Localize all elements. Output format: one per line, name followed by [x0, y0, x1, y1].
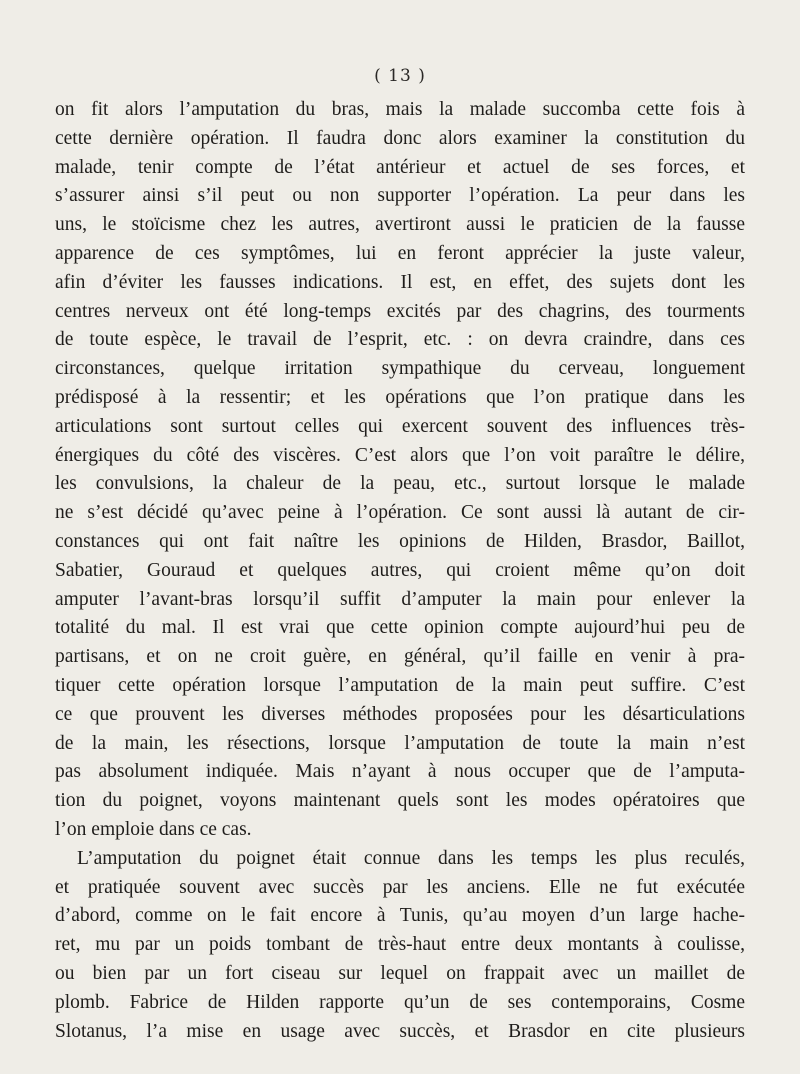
text-line: s’assurer ainsi s’il peut ou non supporter l’opération. La peur dans les	[55, 185, 745, 207]
text-line: cette dernière opération. Il faudra donc alors examiner la constitution du	[55, 127, 745, 149]
text-line: constances qui ont fait naître les opinions de Hilden, Brasdor, Baillot,	[55, 530, 745, 552]
text-line: plomb. Fabrice de Hilden rapporte qu’un de ses contemporains, Cosme	[55, 991, 745, 1013]
text-line: tiquer cette opération lorsque l’amputation de la main peut suffire. C’est	[55, 674, 745, 696]
text-line: prédisposé à la ressentir; et les opérations que l’on pratique dans les	[55, 386, 745, 408]
text-line: on fit alors l’amputation du bras, mais la malade succomba cette fois à	[55, 99, 745, 120]
text-line: ne s’est décidé qu’avec peine à l’opération. Ce sont aussi là autant de cir-	[55, 502, 745, 524]
text-line: partisans, et on ne croit guère, en général, qu’il faille en venir à pra-	[55, 646, 745, 668]
text-line: totalité du mal. Il est vrai que cette opinion compte aujourd’hui peu de	[55, 617, 745, 639]
text-line: circonstances, quelque irritation sympathique du cerveau, longuement	[55, 358, 745, 380]
text-line: ou bien par un fort ciseau sur lequel on frappait avec un maillet de	[55, 962, 745, 984]
text-line: afin d’éviter les fausses indications. Il est, en effet, des sujets dont les	[55, 271, 745, 293]
page-number: ( 13 )	[374, 66, 426, 86]
text-line: articulations sont surtout celles qui exercent souvent des influences très-	[55, 415, 745, 437]
text-line: de toute espèce, le travail de l’esprit, etc. : on devra craindre, dans ces	[55, 329, 745, 351]
text-line: les convulsions, la chaleur de la peau, etc., surtout lorsque le malade	[55, 473, 745, 495]
body-text	[55, 96, 745, 1046]
text-line: et pratiquée souvent avec succès par les anciens. Elle ne fut exécutée	[55, 876, 745, 898]
text-line: amputer l’avant-bras lorsqu’il suffit d’amputer la main pour enlever la	[55, 588, 745, 610]
text-line: l’on emploie dans ce cas.	[55, 818, 252, 840]
text-line: tion du poignet, voyons maintenant quels sont les modes opératoires que	[55, 790, 745, 812]
text-line: Slotanus, l’a mise en usage avec succès, et Brasdor en cite plusieurs	[55, 1020, 745, 1042]
text-line: ce que prouvent les diverses méthodes proposées pour les désarticulations	[55, 703, 745, 725]
text-line: ret, mu par un poids tombant de très-haut entre deux montants à coulisse,	[55, 934, 745, 956]
text-line: L’amputation du poignet était connue dans les temps les plus reculés,	[77, 847, 745, 869]
text-line: d’abord, comme on le fait encore à Tunis, qu’au moyen d’un large hache-	[55, 905, 745, 927]
text-line: pas absolument indiquée. Mais n’ayant à nous occuper que de l’amputa-	[55, 761, 745, 783]
text-line: uns, le stoïcisme chez les autres, avertiront aussi le praticien de la fausse	[55, 214, 745, 236]
text-line: centres nerveux ont été long-temps excités par des chagrins, des tourments	[55, 300, 745, 322]
text-line: de la main, les résections, lorsque l’amputation de toute la main n’est	[55, 732, 745, 754]
text-line: Sabatier, Gouraud et quelques autres, qui croient même qu’on doit	[55, 559, 745, 581]
text-line: apparence de ces symptômes, lui en feront apprécier la juste valeur,	[55, 242, 745, 264]
text-line: énergiques du côté des viscères. C’est alors que l’on voit paraître le délire,	[55, 444, 745, 466]
text-line: malade, tenir compte de l’état antérieur et actuel de ses forces, et	[55, 156, 745, 178]
